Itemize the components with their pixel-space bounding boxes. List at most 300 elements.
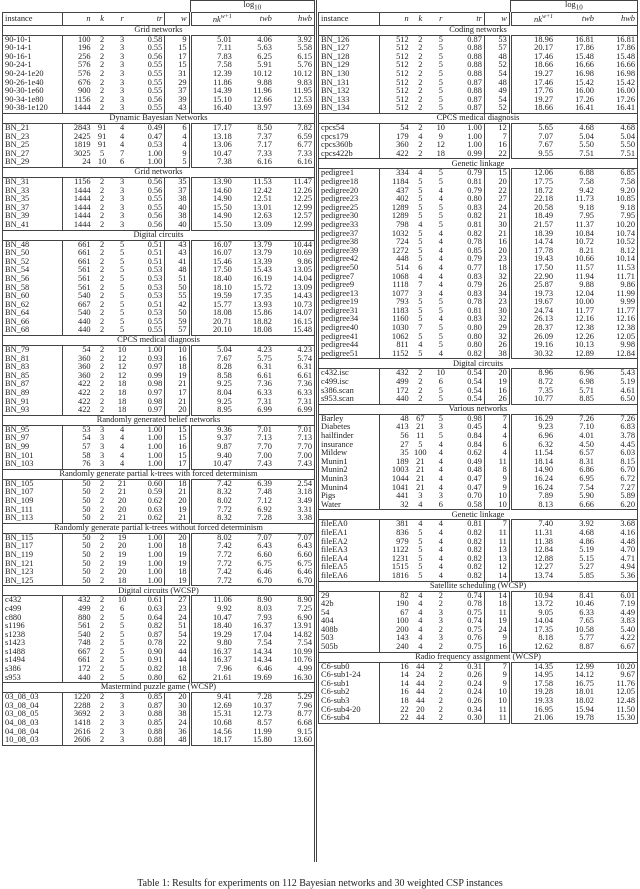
cell-w: 4: [165, 133, 190, 142]
cell-k: 2: [100, 478, 105, 488]
cell-hwb: 13.05: [274, 266, 315, 275]
cell-n: 561: [78, 621, 91, 631]
cell-k: 6: [418, 262, 423, 272]
cell-n: 76: [63, 460, 93, 469]
cell-hwb: 6.61: [274, 372, 315, 381]
section-title: Grid networks: [3, 167, 315, 177]
cell-instance: BN_128: [319, 53, 380, 62]
cell-n: 540: [78, 291, 91, 301]
cell-instance: pedigree40: [319, 324, 380, 333]
log-base: 10: [254, 3, 262, 12]
cell-r: 4: [438, 228, 443, 238]
cell-tr: 1.00: [133, 542, 165, 551]
cell-hwb: 3.49: [274, 497, 315, 506]
cell-instance: s953.scan: [319, 395, 380, 404]
section-header-row: [3, 415, 315, 425]
cell-nk: 9.92: [217, 603, 232, 613]
cell-n: 360: [78, 362, 91, 372]
cell-hwb: 13.91: [274, 622, 315, 631]
cell-hwb: 4.94: [596, 563, 638, 572]
cell-w: 21: [484, 230, 510, 239]
cell-n: 1444: [63, 104, 93, 113]
cell-nk: 26.13: [534, 314, 553, 324]
cell-k: 24: [416, 670, 425, 680]
cell-tr: 0.56: [133, 212, 165, 221]
cell-r: 12: [117, 370, 127, 380]
cell-r: 18: [117, 379, 127, 389]
cell-k: 7: [418, 323, 423, 333]
cell-tr: 0.70: [452, 492, 485, 501]
cell-w: 19: [484, 378, 510, 387]
cell-nk: 18.39: [534, 228, 553, 238]
cell-w: 57: [484, 44, 510, 53]
cell-nk: 12.88: [534, 553, 553, 563]
cell-twb: 6.33: [579, 607, 594, 617]
cell-w: 15: [165, 425, 190, 434]
cell-n: 1418: [73, 718, 91, 728]
cell-instance: C6-sub4: [319, 714, 380, 723]
cell-nk: 17.46: [534, 51, 553, 61]
cell-n: 422: [380, 150, 411, 159]
cell-nk: 7.72: [217, 558, 232, 568]
cell-hwb: 10.44: [274, 240, 315, 249]
cell-n: 256: [78, 51, 91, 61]
cell-k: 5: [418, 545, 423, 555]
cell-tr: 0.81: [452, 221, 485, 230]
cell-tr: 0.82: [133, 665, 165, 674]
cell-w: 10: [484, 688, 510, 697]
cell-n: 360: [396, 140, 409, 150]
cell-hwb: 11.99: [596, 290, 638, 299]
cell-instance: BN_95: [3, 425, 63, 434]
cell-tr: 0.81: [452, 307, 485, 316]
cell-twb: 10.58: [575, 624, 594, 634]
cell-nk: 18.96: [534, 34, 553, 44]
cell-hwb: 2.54: [274, 479, 315, 488]
cell-hwb: 4.99: [274, 665, 315, 674]
cell-w: 18: [165, 479, 190, 488]
cell-hwb: 12.05: [596, 333, 638, 342]
cell-instance: C6-sub1: [319, 680, 380, 689]
cell-w: 7: [484, 520, 510, 529]
cell-n: 561: [78, 273, 91, 283]
cell-n: 50: [82, 478, 91, 488]
cell-tr: 0.53: [133, 275, 165, 284]
table-row: [319, 501, 638, 510]
cell-w: 24: [484, 204, 510, 213]
cell-twb: 3.92: [579, 519, 594, 529]
cell-nk: 13.18: [212, 131, 232, 141]
cell-k: 2: [100, 239, 105, 249]
cell-k: 2: [100, 612, 105, 622]
cell-nk: 16.29: [534, 413, 553, 423]
cell-twb: 15.43: [253, 265, 272, 275]
cell-hwb: 6.72: [596, 475, 638, 484]
cell-w: 54: [484, 96, 510, 105]
cell-twb: 16.19: [253, 273, 272, 283]
cell-tr: 0.51: [133, 258, 165, 267]
cell-tr: 0.98: [133, 398, 165, 407]
cell-tr: 0.47: [133, 133, 165, 142]
cell-w: 18: [165, 568, 190, 577]
cell-hwb: 4.49: [596, 609, 638, 618]
cell-tr: 1.00: [133, 158, 165, 167]
section-header-row: [319, 510, 638, 520]
cell-twb: 19.78: [555, 714, 596, 723]
log-label: log: [243, 0, 255, 9]
cell-k: 2: [100, 379, 105, 389]
cell-w: 11: [484, 458, 510, 467]
cell-instance: BN_31: [3, 177, 63, 186]
cell-tr: 0.51: [133, 240, 165, 249]
cell-r: 4: [438, 262, 443, 272]
cell-nk: 12.84: [534, 545, 553, 555]
cell-k: 2: [100, 549, 105, 559]
cell-r: 4: [438, 237, 443, 247]
cell-instance: c432.isc: [319, 369, 380, 378]
cell-w: 24: [484, 626, 510, 635]
cell-instance: 90-34-1e80: [3, 96, 63, 105]
cell-k: 3: [100, 442, 105, 451]
table-row: [3, 158, 315, 167]
cell-hwb: 12.25: [274, 195, 315, 204]
cell-r: 20: [117, 504, 127, 514]
cell-instance: 04_08_04: [3, 728, 63, 737]
cell-hwb: 7.43: [274, 460, 315, 469]
cell-w: 34: [484, 290, 510, 299]
cell-nk: 5.01: [217, 34, 232, 44]
cell-w: 12: [484, 124, 510, 133]
cell-nk: 16.40: [190, 104, 234, 113]
cell-r: 5: [120, 299, 125, 309]
cell-twb: 5.91: [257, 60, 272, 70]
cell-hwb: 12.99: [274, 204, 315, 213]
table-row: [3, 674, 315, 683]
cell-n: 793: [396, 297, 409, 307]
cell-instance: Mildew: [319, 449, 380, 458]
table-row: [3, 221, 315, 230]
cell-tr: 0.63: [133, 605, 165, 614]
cell-twb: 7.28: [234, 514, 274, 523]
cell-n: 512: [396, 60, 409, 70]
cell-w: 26: [484, 395, 510, 404]
cell-w: 15: [165, 44, 190, 53]
cell-n: 50: [63, 514, 93, 523]
column-header-twb: twb: [234, 13, 274, 25]
cell-n: 1003: [391, 465, 409, 475]
cell-twb: 9.88: [257, 77, 272, 87]
cell-twb: 7.31: [257, 396, 272, 406]
cell-tr: 1.00: [133, 425, 165, 434]
cell-w: 11: [484, 529, 510, 538]
cell-tr: 0.79: [452, 169, 485, 178]
cell-hwb: 8.15: [596, 458, 638, 467]
cell-k: 2: [100, 558, 105, 568]
cell-tr: 1.00: [133, 560, 165, 569]
cell-w: 40: [165, 221, 190, 230]
cell-w: 41: [165, 258, 190, 267]
cell-hwb: 12.38: [596, 324, 638, 333]
cell-instance: pedigree50: [319, 264, 380, 273]
cell-instance: BN_79: [3, 346, 63, 355]
cell-n: 440: [380, 395, 411, 404]
cell-nk: 5.65: [538, 123, 553, 132]
cell-k: 2: [100, 345, 105, 355]
cell-twb: 12.51: [253, 194, 272, 204]
cell-instance: 29: [319, 591, 380, 600]
cell-k: 4: [411, 501, 430, 510]
cell-twb: 13.09: [234, 221, 274, 230]
cell-hwb: 6.67: [596, 643, 638, 652]
cell-k: 5: [418, 562, 423, 572]
section-header-row: [3, 25, 315, 35]
cell-hwb: 6.75: [274, 560, 315, 569]
table-row: [3, 326, 315, 335]
cell-hwb: 13.60: [274, 736, 315, 745]
cell-hwb: 12.57: [274, 212, 315, 221]
cell-twb: 8.90: [257, 595, 272, 605]
cell-nk: 6.96: [538, 431, 553, 440]
cell-twb: 7.36: [257, 379, 272, 389]
cell-k: 5: [418, 314, 423, 324]
cell-hwb: 10.85: [596, 195, 638, 204]
cell-r: 20: [117, 541, 127, 551]
cell-instance: 10_08_03: [3, 736, 63, 745]
cell-n: 512: [396, 34, 409, 44]
cell-tr: 0.78: [133, 639, 165, 648]
cell-n: 16: [400, 661, 409, 671]
cell-hwb: 6.33: [274, 389, 315, 398]
cell-w: 18: [165, 665, 190, 674]
cell-twb: 4.23: [257, 345, 272, 355]
cell-w: 51: [165, 275, 190, 284]
table-right: [318, 0, 638, 724]
cell-w: 23: [484, 255, 510, 264]
cell-twb: 14.12: [575, 670, 594, 680]
cell-nk: 18.66: [534, 60, 553, 70]
cell-nk: 17.78: [534, 245, 553, 255]
cell-instance: 54: [319, 609, 380, 618]
cell-tr: 0.87: [452, 104, 485, 113]
cell-tr: 1.00: [133, 434, 165, 443]
cell-k: 2: [100, 396, 105, 406]
cell-tr: 0.83: [452, 273, 485, 282]
cell-r: 10: [436, 123, 445, 132]
cell-hwb: 7.54: [274, 639, 315, 648]
column-header-r: r: [112, 13, 133, 25]
cell-nk: 10.47: [190, 460, 234, 469]
cell-twb: 14.34: [253, 646, 272, 656]
cell-w: 19: [165, 577, 190, 586]
cell-twb: 13.97: [234, 104, 274, 113]
cell-w: 26: [484, 341, 510, 350]
cell-n: 100: [78, 34, 91, 44]
cell-twb: 11.37: [575, 219, 594, 229]
cell-instance: pedigree9: [319, 281, 380, 290]
cell-n: 240: [380, 643, 411, 652]
section-header-row: [319, 404, 638, 414]
cell-w: 14: [484, 591, 510, 600]
cell-k: 2: [418, 77, 423, 87]
cell-w: 51: [165, 622, 190, 631]
cell-tr: 0.88: [452, 70, 485, 79]
cell-r: 19: [117, 532, 127, 542]
cell-twb: 6.31: [257, 362, 272, 372]
cell-twb: 7.33: [257, 148, 272, 158]
cell-nk: 21.57: [534, 219, 553, 229]
cell-n: 979: [396, 536, 409, 546]
cell-n: 48: [400, 413, 409, 423]
cell-instance: BN_105: [3, 479, 63, 488]
cell-tr: 1.00: [452, 133, 485, 142]
cell-k: 2: [100, 370, 105, 380]
cell-r: 3: [112, 104, 133, 113]
section-title: Randomly generated belief networks: [3, 415, 315, 425]
cell-hwb: 11.76: [596, 680, 638, 689]
log-label: log: [565, 0, 576, 9]
section-header-row: [3, 167, 315, 177]
cell-tr: 0.84: [452, 432, 485, 441]
cell-r: 5: [438, 331, 443, 341]
cell-twb: 5.50: [579, 140, 594, 150]
cell-tr: 0.78: [452, 600, 485, 609]
cell-twb: 18.01: [575, 687, 594, 697]
cell-tr: 1.00: [133, 568, 165, 577]
cell-nk: 17.58: [534, 678, 553, 688]
cell-instance: s386.scan: [319, 387, 380, 396]
cell-n: 512: [396, 86, 409, 96]
cell-twb: 10.37: [253, 700, 272, 710]
cell-n: 22: [380, 714, 411, 723]
cell-w: 14: [484, 572, 510, 581]
cell-w: 48: [484, 53, 510, 62]
cell-nk: 11.38: [534, 536, 553, 546]
cell-twb: 6.70: [234, 577, 274, 586]
cell-r: 2: [438, 687, 443, 697]
table-row: [3, 460, 315, 469]
cell-r: 3: [438, 616, 443, 626]
table-row: [319, 350, 638, 359]
cell-hwb: 6.60: [274, 551, 315, 560]
cell-hwb: 15.30: [596, 714, 638, 723]
cell-nk: 20.10: [190, 326, 234, 335]
cell-hwb: 16.66: [596, 61, 638, 70]
cell-instance: BN_129: [319, 61, 380, 70]
cell-n: 514: [396, 262, 409, 272]
section-header-row: [3, 469, 315, 479]
cell-nk: 13.06: [212, 140, 232, 150]
cell-tr: 0.55: [133, 204, 165, 213]
cell-w: 20: [165, 533, 190, 542]
section-title: Mastermind puzzle game (WCSP): [3, 683, 315, 693]
cell-hwb: 9.67: [596, 671, 638, 680]
cell-r: 3: [120, 94, 125, 104]
cell-nk: 7.72: [217, 504, 232, 514]
cell-twb: 10.84: [575, 228, 594, 238]
cell-tr: 1.00: [133, 577, 165, 586]
cell-hwb: 5.40: [596, 626, 638, 635]
cell-w: 24: [165, 719, 190, 728]
cell-twb: 8.87: [555, 643, 596, 652]
cell-hwb: 6.70: [596, 466, 638, 475]
cell-n: 3025: [73, 148, 91, 158]
column-header-instance: instance: [3, 13, 63, 25]
cell-tr: 0.82: [452, 563, 485, 572]
cell-nk: 7.67: [538, 140, 553, 150]
cell-nk: 17.75: [534, 176, 553, 186]
cell-twb: 6.46: [257, 567, 272, 577]
column-header-hwb: hwb: [274, 13, 315, 25]
cell-twb: 6.99: [234, 406, 274, 415]
cell-r: 4: [438, 545, 443, 555]
table-caption: Table 1: Results for experiments on 112 Bayesian networks and 30 weighted CSP instances: [137, 878, 503, 889]
cell-r: 5: [120, 646, 125, 656]
cell-nk: 14.56: [212, 726, 232, 736]
cell-r: 2: [438, 670, 443, 680]
cell-instance: BN_56: [3, 275, 63, 284]
cell-twb: 6.98: [579, 377, 594, 387]
cell-nk: 20.17: [534, 43, 553, 53]
cell-hwb: 4.48: [596, 538, 638, 547]
cell-n: 54: [82, 345, 91, 355]
cell-twb: 6.75: [257, 558, 272, 568]
cell-twb: 6.60: [257, 549, 272, 559]
cell-r: 18: [117, 388, 127, 398]
cell-instance: Munin1: [319, 458, 380, 467]
cell-instance: fileEA1: [319, 529, 380, 538]
cell-tr: 0.55: [133, 104, 165, 113]
cell-n: 50: [82, 495, 91, 505]
cell-r: 5: [438, 431, 443, 440]
cell-n: 381: [396, 519, 409, 529]
cell-twb: 18.02: [575, 696, 594, 706]
cell-tr: 0.59: [133, 488, 165, 497]
cell-instance: insurance: [319, 441, 380, 450]
cell-twb: 10.00: [575, 297, 594, 307]
cell-twb: 5.19: [579, 545, 594, 555]
cell-twb: 10.66: [575, 254, 594, 264]
cell-nk: 9.40: [217, 450, 232, 460]
cell-w: 4: [484, 432, 510, 441]
cell-r: 2: [438, 704, 443, 714]
cell-r: 5: [438, 211, 443, 221]
cell-hwb: 6.90: [274, 614, 315, 623]
cell-w: 62: [165, 674, 190, 683]
cell-k: 2: [100, 60, 105, 70]
cell-r: 3: [120, 86, 125, 96]
cell-tr: 0.55: [133, 44, 165, 53]
cell-hwb: 17.86: [596, 44, 638, 53]
cell-twb: 7.17: [257, 140, 272, 150]
cell-tr: 0.88: [452, 87, 485, 96]
cell-n: 50: [82, 532, 91, 542]
cell-nk: 11.31: [534, 527, 553, 537]
cell-k: 44: [411, 714, 430, 723]
cell-k: 2: [93, 406, 112, 415]
cell-n: 1220: [73, 692, 91, 702]
cell-tr: 0.98: [452, 414, 485, 423]
section-header-row: [3, 683, 315, 693]
cell-twb: 18.82: [253, 316, 272, 326]
cell-n: 402: [396, 194, 409, 204]
cell-w: 32: [484, 273, 510, 282]
cell-instance: pedigree13: [319, 290, 380, 299]
cell-k: 44: [416, 678, 425, 688]
cell-tr: 0.97: [133, 406, 165, 415]
cell-n: 422: [78, 396, 91, 406]
cell-tr: 0.85: [452, 247, 485, 256]
cell-instance: BN_83: [3, 363, 63, 372]
